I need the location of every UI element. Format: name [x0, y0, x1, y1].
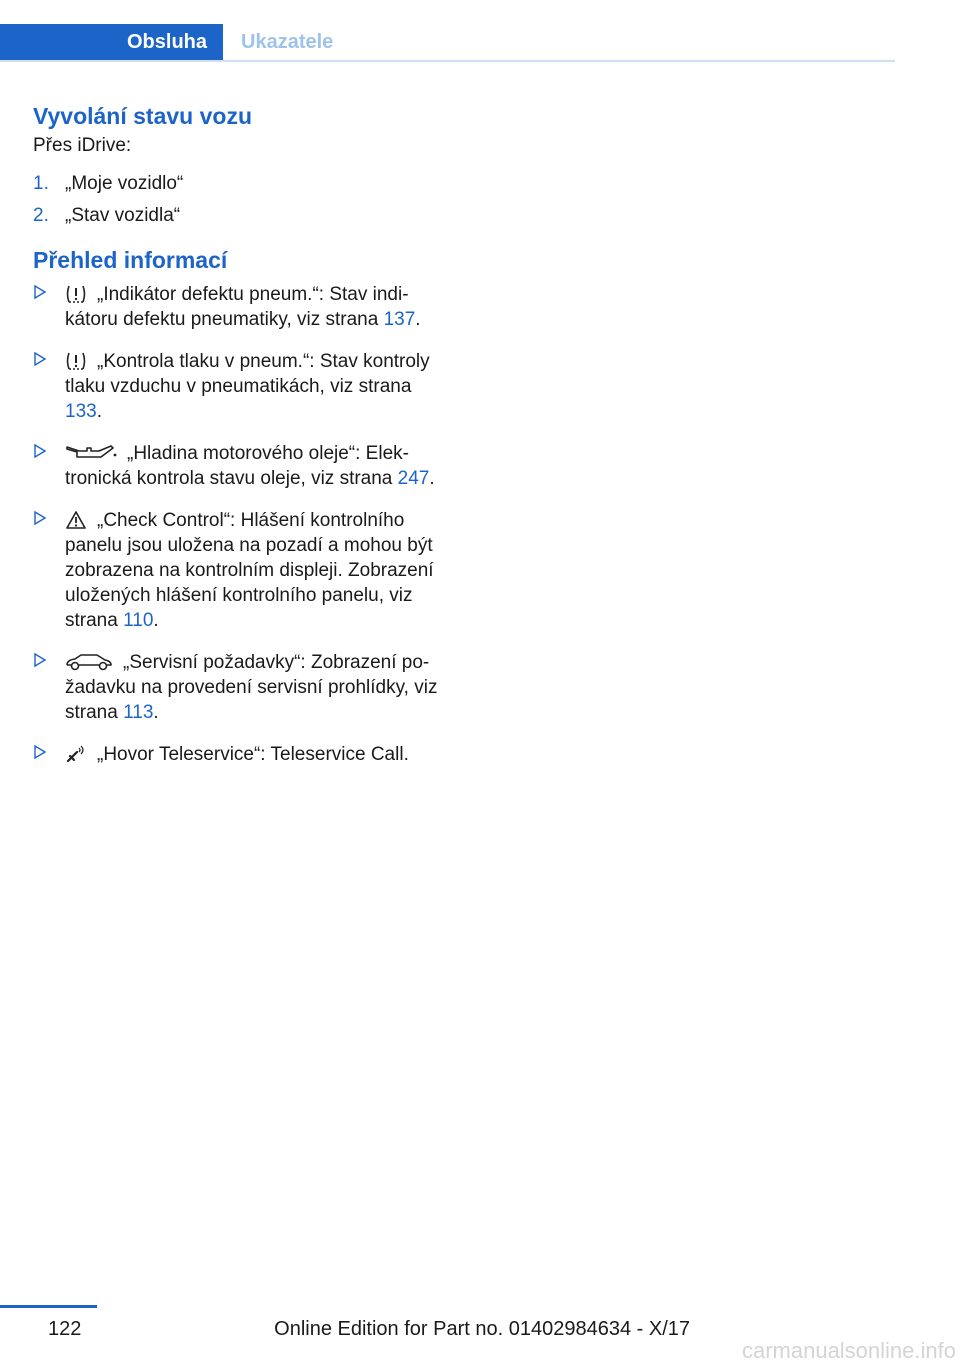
item-end: .: [429, 468, 435, 489]
list-item: [33, 742, 453, 767]
list-item: [33, 441, 453, 491]
header-rule: [0, 60, 895, 62]
bullet-triangle-icon: [33, 510, 47, 526]
item-text: „Hladina motorového oleje“: Elektronická kontrola stavu oleje, viz strana: [65, 443, 409, 489]
bullet-triangle-icon: [33, 284, 47, 300]
bullet-triangle-icon: [33, 351, 47, 367]
item-text: „Servisní požadavky“: Zobrazení požadavku na provedení servisní prohlídky, viz strana: [65, 652, 438, 723]
page-link[interactable]: 113: [123, 702, 154, 723]
bullet-triangle-icon: [33, 744, 47, 760]
watermark: carmanualsonline.info: [741, 1338, 956, 1363]
header-tabs: [0, 24, 895, 62]
list-item: [33, 349, 453, 424]
step-number: 1.: [33, 173, 49, 194]
list-item: [33, 508, 453, 633]
page-number: 122: [48, 1318, 82, 1340]
section-title-info-overview: Přehled informací: [33, 247, 228, 273]
list-item: [33, 282, 453, 332]
intro-text: Přes iDrive:: [33, 135, 132, 156]
steps-list: [33, 170, 453, 230]
item-text: „Check Control“: Hlášení kontrolního panelu jsou uložena na pozadí a mohou být zobrazena na kontrolním displeji. Zobrazení uložených hlášení kontrolního panelu, viz strana: [65, 510, 434, 631]
tire-pressure-icon: [65, 351, 87, 371]
item-end: .: [415, 309, 421, 330]
item-end: .: [96, 401, 102, 422]
list-item: [33, 650, 453, 725]
bullet-triangle-icon: [33, 652, 47, 668]
bullet-triangle-icon: [33, 443, 47, 459]
item-end: .: [153, 610, 159, 631]
item-text: „Hovor Teleservice“: Teleservice Call.: [97, 744, 409, 765]
page-link[interactable]: 137: [383, 309, 416, 330]
tab-ukazatele[interactable]: Ukazatele: [241, 31, 334, 53]
section-title-vehicle-status: Vyvolání stavu vozu: [33, 103, 252, 129]
tire-defect-icon: [65, 284, 87, 304]
info-list: [33, 282, 453, 767]
service-car-icon: [65, 652, 113, 672]
edition-footer: Online Edition for Part no. 01402984634 - X/17: [274, 1318, 690, 1340]
item-text: „Kontrola tlaku v pneum.“: Stav kontroly tlaku vzduchu v pneumatikách, viz strana: [65, 351, 430, 397]
page-content: [33, 100, 453, 784]
step-number: 2.: [33, 205, 49, 226]
item-text: „Indikátor defektu pneum.“: Stav indikátoru defektu pneumatiky, viz strana: [65, 284, 409, 330]
page-link[interactable]: 110: [123, 610, 154, 631]
list-item: [33, 170, 453, 198]
step-text: „Moje vozidlo“: [65, 173, 184, 194]
warning-triangle-icon: [65, 510, 87, 530]
page-number-bar: [0, 1305, 97, 1308]
oil-can-icon: [65, 443, 117, 463]
page-link[interactable]: 133: [65, 401, 97, 422]
page-link[interactable]: 247: [397, 468, 430, 489]
tab-obsluha[interactable]: Obsluha: [0, 24, 223, 60]
item-end: .: [153, 702, 159, 723]
list-item: [33, 202, 453, 230]
teleservice-icon: [65, 744, 87, 764]
step-text: „Stav vozidla“: [65, 205, 181, 226]
